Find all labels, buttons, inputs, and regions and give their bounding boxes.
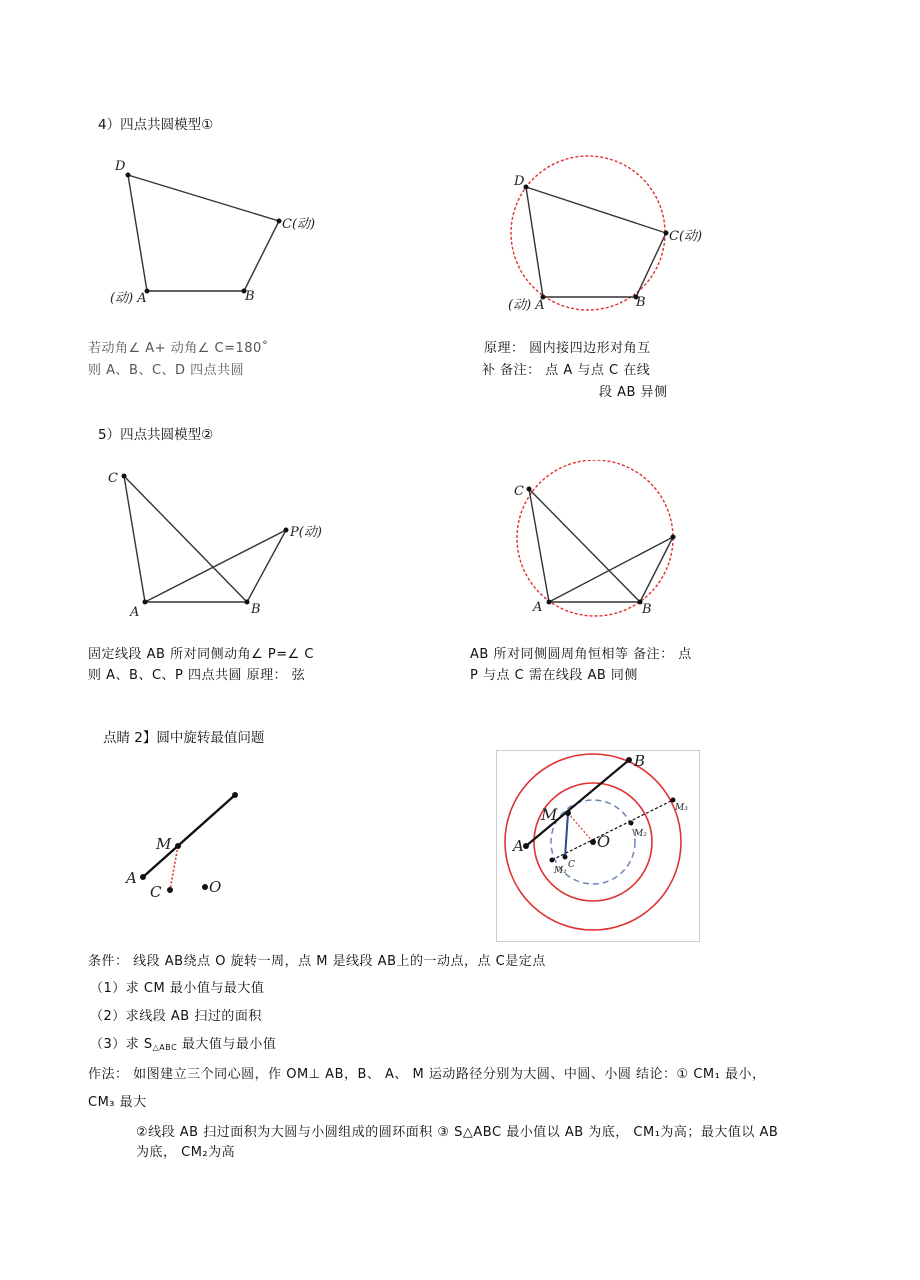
point-a xyxy=(547,600,552,605)
point-m1 xyxy=(550,858,555,863)
label-c: C(动) xyxy=(282,217,316,232)
label-m: M xyxy=(541,805,558,824)
point-d xyxy=(126,173,131,178)
label-p: P(动) xyxy=(290,525,322,540)
point-p xyxy=(284,528,289,533)
point-c xyxy=(122,474,127,479)
point-o xyxy=(202,884,208,890)
section4-left-text-1: 若动角∠ A+ 动角∠ C=180˚ xyxy=(88,341,269,356)
point-b xyxy=(245,600,250,605)
section5-left-text-2: 则 A、B、C、P 四点共圆 原理： 弦 xyxy=(88,668,306,683)
point-c xyxy=(277,219,282,224)
point-m3 xyxy=(671,798,676,803)
section5-right-text-1: AB 所对同侧圆周角恒相等 备注： 点 xyxy=(470,647,692,662)
figure-concentric-circles xyxy=(496,750,700,942)
label-a: A xyxy=(130,605,140,620)
label-a: A xyxy=(513,837,524,855)
point-o xyxy=(590,839,596,845)
label-m1: M₁ xyxy=(554,866,567,876)
question-3 xyxy=(90,1033,276,1052)
label-b: B xyxy=(251,602,261,617)
label-b: B xyxy=(245,289,255,304)
label-c: C xyxy=(514,484,524,499)
label-o: O xyxy=(597,832,611,851)
question-3-suffix: 最大值与最小值 xyxy=(177,1037,277,1052)
point-a xyxy=(143,600,148,605)
label-m3: M₃ xyxy=(675,803,688,813)
point-p xyxy=(671,535,676,540)
label-a: (动) A xyxy=(508,298,545,313)
segment-cm xyxy=(565,813,568,857)
conclusion-text-2: 为底， CM₂为高 xyxy=(136,1145,236,1160)
point-c xyxy=(563,855,568,860)
label-b: B xyxy=(642,602,652,617)
label-a: A xyxy=(533,600,543,615)
segment-ap xyxy=(549,537,673,602)
question-1: （1）求 CM 最小值与最大值 xyxy=(90,981,265,996)
section4-heading: 4）四点共圆模型① xyxy=(98,117,214,133)
section4-right-text-1: 原理： 圆内接四边形对角互 xyxy=(484,341,651,356)
figure-segment-rotation xyxy=(110,780,260,910)
section5-heading: 5）四点共圆模型② xyxy=(98,427,214,443)
section4-right-text-3: 段 AB 异侧 xyxy=(599,385,668,400)
question-3-subscript: △ABC xyxy=(152,1043,178,1052)
point-m xyxy=(175,843,181,849)
point-m2 xyxy=(629,821,634,826)
label-d: D xyxy=(115,159,126,174)
question-2: （2）求线段 AB 扫过的面积 xyxy=(90,1009,262,1024)
point-b xyxy=(626,757,632,763)
point-m xyxy=(565,810,571,816)
section5-left-text-1: 固定线段 AB 所对同侧动角∠ P=∠ C xyxy=(88,647,314,662)
quadrilateral-outline xyxy=(526,187,666,297)
question-3-prefix: （3）求 S xyxy=(90,1037,153,1052)
section5-right-text-2: P 与点 C 需在线段 AB 同侧 xyxy=(470,668,638,683)
section4-right-text-2: 补 备注： 点 A 与点 C 在线 xyxy=(482,363,651,378)
label-a: A xyxy=(126,869,137,887)
label-o: O xyxy=(209,878,222,896)
segment-bp xyxy=(247,530,286,602)
condition-text: 条件： 线段 AB绕点 O 旋转一周，点 M 是线段 AB上的一动点，点 C是定点 xyxy=(88,954,546,969)
label-m: M xyxy=(156,835,172,853)
point-c xyxy=(664,231,669,236)
circumcircle xyxy=(511,156,665,310)
label-c-small: C xyxy=(568,860,575,870)
section4-left-text-2: 则 A、B、C、D 四点共圆 xyxy=(88,363,245,378)
point-c xyxy=(527,487,532,492)
conclusion-text-1: ②线段 AB 扫过面积为大圆与小圆组成的圆环面积 ③ S△ABC 最小值以 AB 为底， CM₁为高；最大值以 AB xyxy=(136,1125,779,1140)
segment-bp xyxy=(640,537,673,602)
segment-ap xyxy=(145,530,286,602)
figure-same-side-circle xyxy=(500,460,700,625)
figure-quadrilateral-circle xyxy=(500,150,730,315)
figure-quadrilateral xyxy=(100,150,340,315)
point-b xyxy=(232,792,238,798)
label-b: B xyxy=(636,295,646,310)
label-d: D xyxy=(514,174,525,189)
method-text-1: 作法： 如图建立三个同心圆，作 OM⊥ AB，B、 A、 M 运动路径分别为大圆、中圆、小圆 结论：① CM₁ 最小， xyxy=(88,1067,766,1082)
label-c: C xyxy=(150,883,162,901)
figure-same-side-angles xyxy=(100,460,360,620)
label-c: C(动) xyxy=(669,229,703,244)
label-b: B xyxy=(634,752,646,770)
label-m2: M₂ xyxy=(634,829,647,839)
label-a: (动) A xyxy=(110,291,147,306)
label-c: C xyxy=(108,471,118,486)
circumcircle xyxy=(517,460,673,616)
method-text-2: CM₃ 最大 xyxy=(88,1095,147,1110)
point-c xyxy=(167,887,173,893)
point-a xyxy=(523,843,529,849)
rotation-heading: 点睛 2】圆中旋转最值问题 xyxy=(103,730,265,746)
quadrilateral-outline xyxy=(128,175,279,291)
point-a xyxy=(140,874,146,880)
segment-om xyxy=(568,813,593,842)
segment-ab xyxy=(526,760,629,846)
